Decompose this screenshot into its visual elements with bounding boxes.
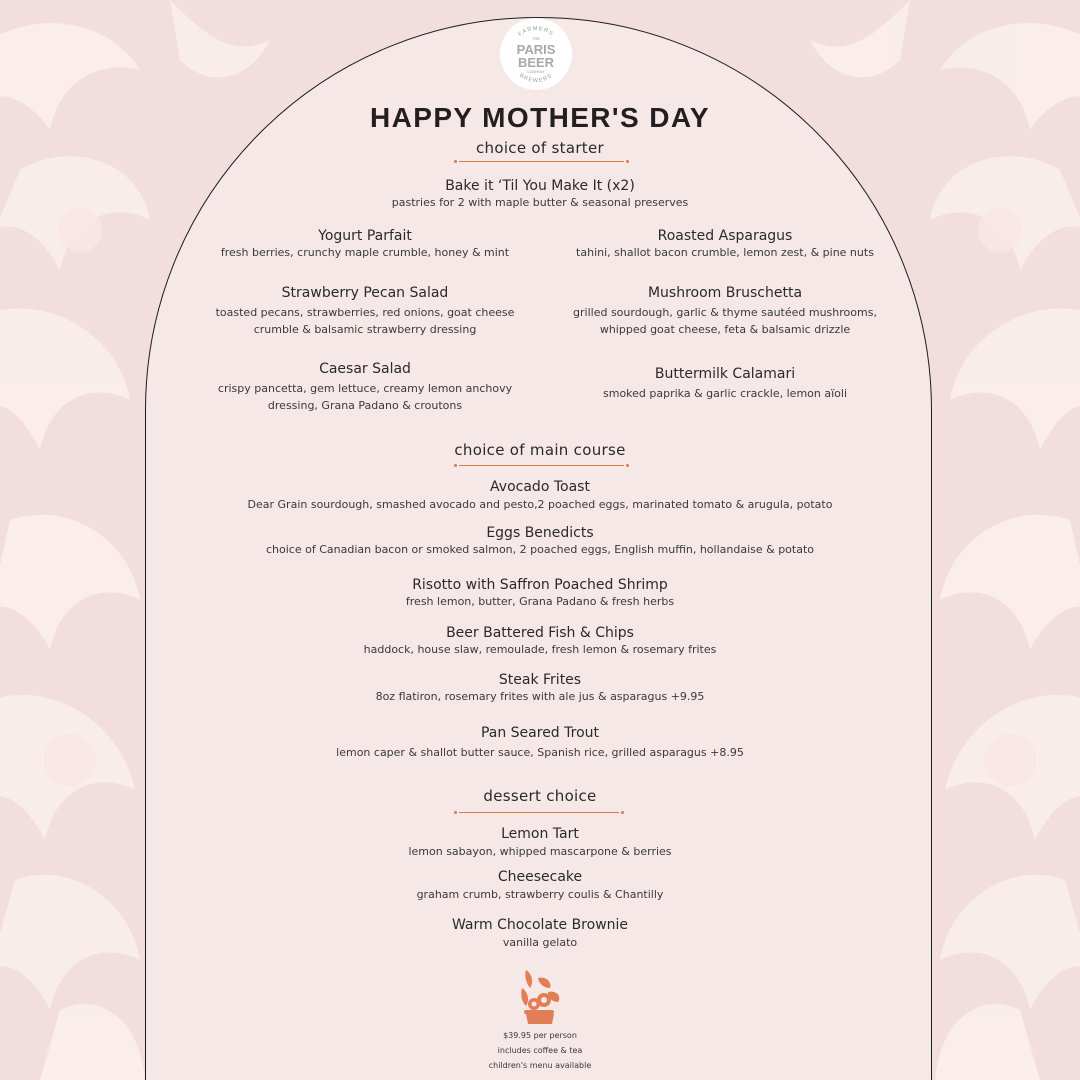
dessert-item-desc: vanilla gelato	[502, 936, 578, 949]
main-item-name: Beer Battered Fish & Chips	[446, 625, 634, 641]
dessert-heading-divider	[459, 812, 619, 813]
logo-line1-text: PARIS	[516, 42, 556, 57]
logo-company-text: COMPANY	[527, 70, 545, 74]
includes-text: includes coffee & tea	[497, 1046, 583, 1055]
starter-item-desc: whipped goat cheese, feta & balsamic drizzle	[599, 323, 851, 336]
dessert-heading: dessert choice	[483, 787, 597, 805]
dessert-item-name: Warm Chocolate Brownie	[451, 917, 629, 933]
main-item-desc: haddock, house slaw, remoulade, fresh lemon & rosemary frites	[363, 643, 717, 656]
starter-item-name: Roasted Asparagus	[657, 228, 793, 244]
dessert-item-desc: lemon sabayon, whipped mascarpone & berries	[408, 845, 672, 858]
main-item-name: Eggs Benedicts	[486, 525, 594, 541]
starter-featured-desc: pastries for 2 with maple butter & seasonal preserves	[391, 196, 689, 209]
page-title: HAPPY MOTHER'S DAY	[370, 102, 710, 133]
starter-item-desc: fresh berries, crunchy maple crumble, honey & mint	[220, 246, 510, 259]
starter-item-desc: smoked paprika & garlic crackle, lemon aïoli	[603, 387, 847, 400]
main-course-heading: choice of main course	[454, 441, 626, 459]
main-item-desc: choice of Canadian bacon or smoked salmon, 2 poached eggs, English muffin, hollandaise & potato	[265, 543, 814, 556]
dessert-item-desc: graham crumb, strawberry coulis & Chantilly	[416, 888, 664, 901]
main-course-heading-divider	[459, 465, 624, 466]
starter-heading: choice of starter	[475, 139, 604, 157]
kids-menu-text: children's menu available	[488, 1061, 592, 1070]
main-item-name: Avocado Toast	[490, 479, 590, 495]
main-item-desc: fresh lemon, butter, Grana Padano & fresh herbs	[405, 595, 675, 608]
starter-item-desc: tahini, shallot bacon crumble, lemon zest, & pine nuts	[576, 246, 874, 259]
starter-item-name: Strawberry Pecan Salad	[281, 285, 449, 301]
starter-item-name: Buttermilk Calamari	[654, 366, 796, 382]
starter-featured-name: Bake it ‘Til You Make It (x2)	[445, 178, 635, 194]
starter-item-desc: crispy pancetta, gem lettuce, creamy lemon anchovy	[217, 382, 513, 395]
logo-line2-text: BEER	[517, 55, 555, 70]
brewery-logo	[500, 18, 572, 90]
logo-top-arc-text: FARMERS	[517, 25, 555, 38]
main-item-desc: lemon caper & shallot butter sauce, Spanish rice, grilled asparagus +8.95	[336, 746, 744, 759]
logo-the-text: THE	[532, 36, 540, 41]
starter-item-name: Mushroom Bruschetta	[647, 285, 803, 301]
starter-item-desc: toasted pecans, strawberries, red onions, goat cheese	[215, 306, 515, 319]
logo-bottom-arc-text: BREWERS	[518, 72, 554, 84]
starter-item-desc: grilled sourdough, garlic & thyme sautéed mushrooms,	[573, 306, 877, 319]
main-item-desc: 8oz flatiron, rosemary frites with ale jus & asparagus +9.95	[375, 690, 705, 703]
starter-item-desc: crumble & balsamic strawberry dressing	[253, 323, 477, 336]
starter-heading-divider	[459, 161, 624, 162]
price-text: $39.95 per person	[503, 1031, 577, 1040]
main-item-name: Steak Frites	[498, 672, 582, 688]
flower-emblem-icon	[518, 968, 562, 1026]
main-item-name: Risotto with Saffron Poached Shrimp	[412, 577, 668, 593]
main-item-name: Pan Seared Trout	[480, 725, 600, 741]
main-item-desc: Dear Grain sourdough, smashed avocado and pesto,2 poached eggs, marinated tomato & arugula, potato	[247, 498, 833, 511]
starter-item-name: Caesar Salad	[319, 361, 411, 377]
starter-item-name: Yogurt Parfait	[318, 228, 412, 244]
dessert-item-name: Cheesecake	[497, 869, 583, 885]
dessert-item-name: Lemon Tart	[501, 826, 579, 842]
svg-text:BREWERS	[518, 73, 554, 84]
starter-item-desc: dressing, Grana Padano & croutons	[267, 399, 463, 412]
